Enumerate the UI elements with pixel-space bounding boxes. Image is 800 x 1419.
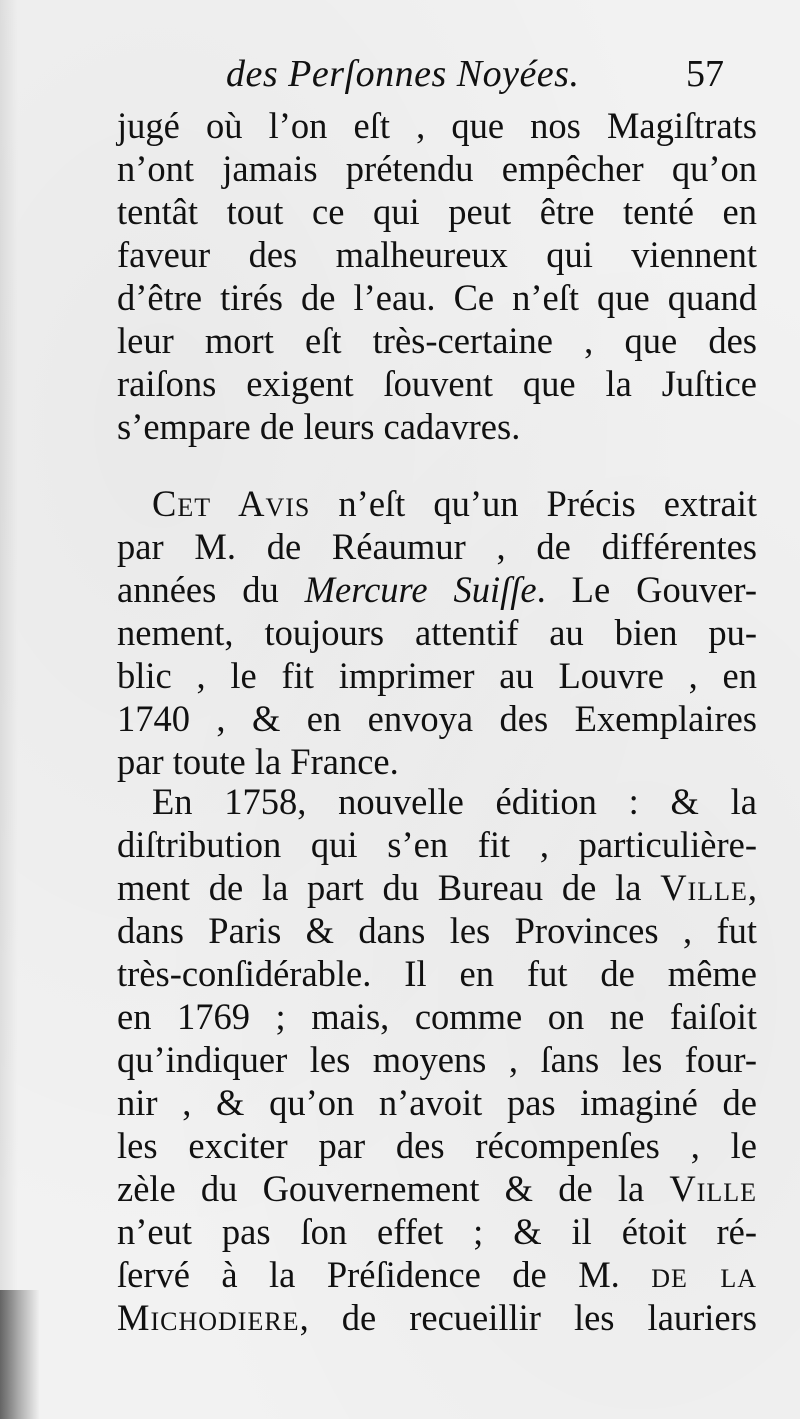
text-line: [117, 568, 757, 612]
text-line: n’ont jamais prétendu empêcher qu’on: [117, 148, 757, 189]
text-line: d’être tirés de l’eau. Ce n’eſt que quand: [117, 277, 757, 318]
smallcaps-text: de la: [651, 1254, 757, 1295]
text-line: très-conſidérable. Il en fut de même: [117, 953, 757, 994]
text-line: les exciter par des récompenſes , le: [117, 1125, 757, 1166]
line-text: . Le Gouver-: [536, 569, 757, 610]
text-line: dans Paris & dans les Provinces , fut: [117, 910, 757, 951]
page-edge-shadow: [0, 1290, 40, 1419]
text-line: n’eut pas ſon effet ; & il étoit ré-: [117, 1211, 757, 1252]
page-number: 57: [686, 53, 724, 95]
text-line: leur mort eſt très-certaine , que des: [117, 320, 757, 361]
text-line: En 1758, nouvelle édition : & la: [152, 781, 757, 822]
line-text: ,: [747, 867, 757, 908]
line-text: ſervé à la Préſidence de M.: [117, 1254, 652, 1295]
smallcaps-text: Ville: [669, 1168, 757, 1209]
text-line: [117, 1253, 757, 1297]
smallcaps-text: Cet Avis: [152, 483, 311, 524]
text-line: nement, toujours attentif au bien pu-: [117, 612, 757, 653]
text-line: blic , le fit imprimer au Louvre , en: [117, 655, 757, 696]
line-text: n’eſt qu’un Précis extrait: [310, 483, 757, 524]
running-title: des Perſonnes Noyées.: [226, 53, 580, 95]
line-text: zèle du Gouvernement & de la: [117, 1168, 670, 1209]
text-line: s’empare de leurs cadavres.: [117, 406, 521, 447]
text-line: qu’indiquer les moyens , ſans les four-: [117, 1039, 757, 1080]
text-line: [152, 482, 757, 526]
text-line: [117, 1296, 757, 1340]
text-line: faveur des malheureux qui viennent: [117, 234, 757, 275]
line-text: ment de la part du Bureau de la: [117, 867, 661, 908]
text-line: tentât tout ce qui peut être tenté en: [117, 191, 757, 232]
smallcaps-text: Ville: [660, 867, 748, 908]
text-line: raiſons exigent ſouvent que la Juſtice: [117, 363, 757, 404]
text-line: jugé où l’on eſt , que nos Magiſtrats: [117, 105, 757, 146]
text-line: [117, 1167, 757, 1211]
italic-title: Mercure Suiſſe: [304, 569, 537, 610]
line-text: années du: [117, 569, 305, 610]
text-line: diſtribution qui s’en fit , particulière-: [117, 824, 757, 865]
smallcaps-text: Michodiere: [117, 1297, 300, 1338]
text-line: [117, 866, 757, 910]
line-text: , de recueillir les lauriers: [299, 1297, 757, 1338]
text-line: en 1769 ; mais, comme on ne faiſoit: [117, 996, 757, 1037]
running-head: [0, 48, 800, 100]
text-line: par toute la France.: [117, 741, 399, 782]
text-line: nir , & qu’on n’avoit pas imaginé de: [117, 1082, 757, 1123]
text-line: 1740 , & en envoya des Exemplaires: [117, 698, 757, 739]
text-line: par M. de Réaumur , de différentes: [117, 526, 757, 567]
